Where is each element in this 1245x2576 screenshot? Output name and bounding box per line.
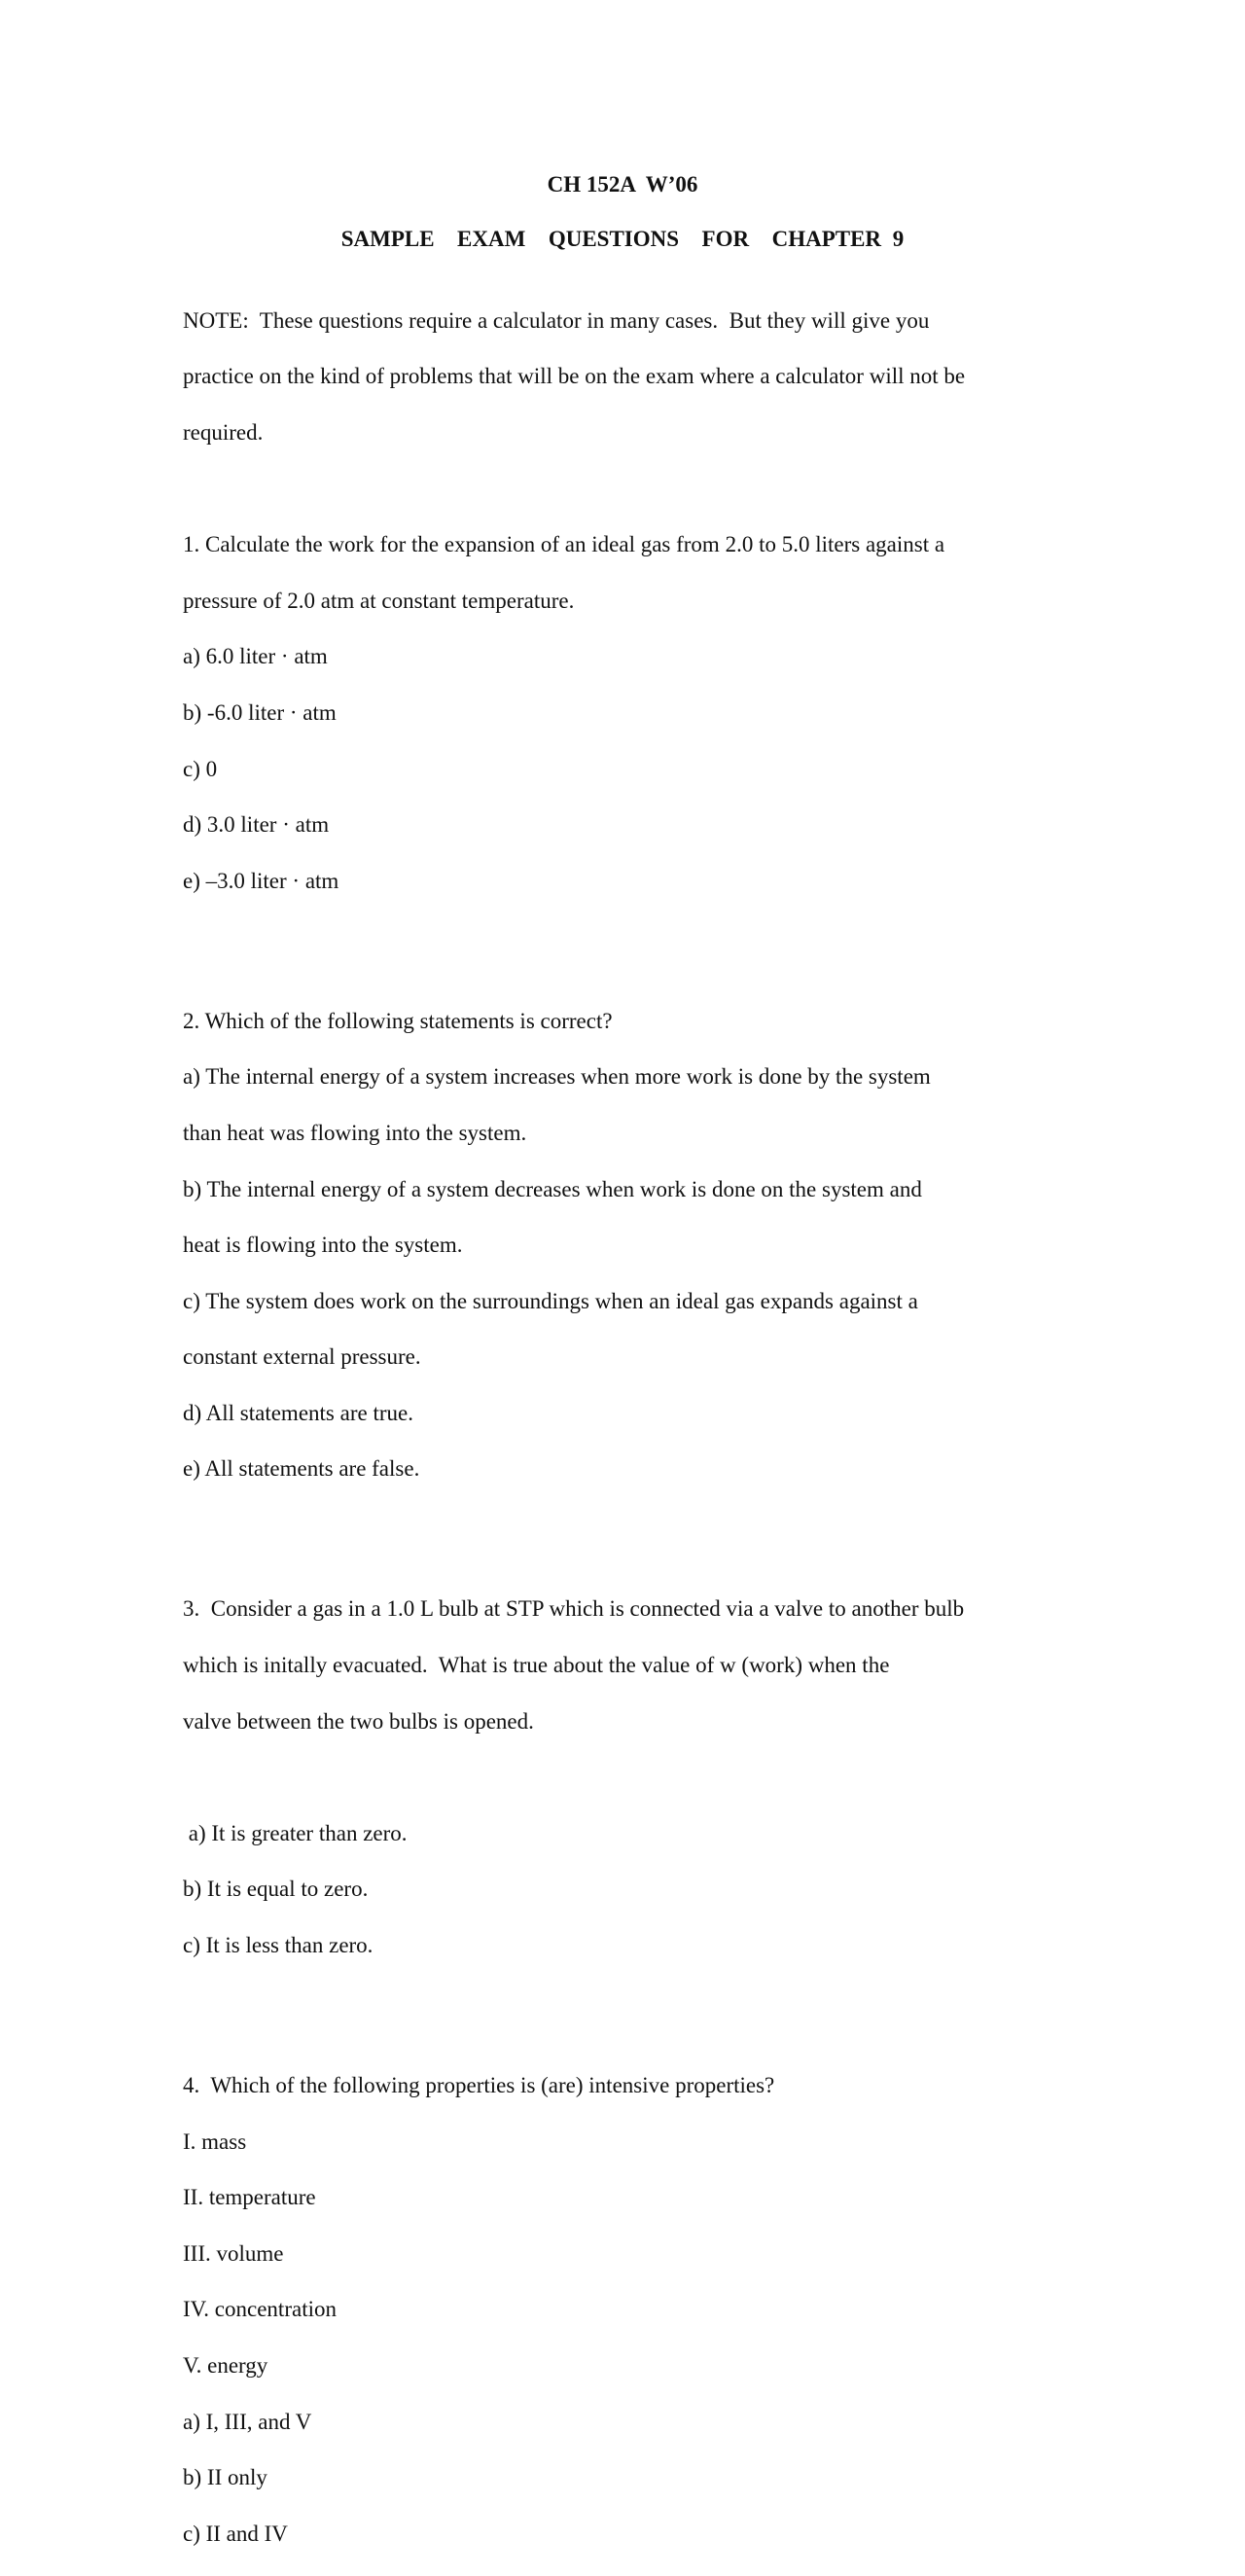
answer-option: c) It is less than zero. bbox=[183, 1933, 374, 1958]
note-line: NOTE: These questions require a calculator in many cases. But they will give you bbox=[183, 307, 930, 333]
question-text: 3. Consider a gas in a 1.0 L bulb at STP which is connected via a valve to another bulb bbox=[183, 1596, 965, 1622]
answer-option: b) It is equal to zero. bbox=[183, 1877, 369, 1902]
answer-option: a) I, III, and V bbox=[183, 2409, 312, 2434]
question-text: 4. Which of the following properties is (are) intensive properties? bbox=[183, 2073, 775, 2097]
question-3 bbox=[183, 1568, 1058, 1988]
note-line: required. bbox=[183, 419, 264, 445]
answer-option: a) 6.0 liter · atm bbox=[183, 644, 328, 669]
document-title: SAMPLE EXAM QUESTIONS FOR CHAPTER 9 bbox=[340, 227, 905, 251]
answer-option: constant external pressure. bbox=[183, 1344, 421, 1370]
note-paragraph bbox=[183, 279, 1058, 476]
answer-option: e) –3.0 liter · atm bbox=[183, 868, 339, 893]
question-text: 1. Calculate the work for the expansion of an ideal gas from 2.0 to 5.0 liters against a bbox=[183, 532, 945, 557]
answer-option: b) -6.0 liter · atm bbox=[183, 699, 337, 725]
question-text: valve between the two bulbs is opened. bbox=[183, 1708, 534, 1734]
document-body bbox=[183, 279, 1058, 2576]
answer-option: c) II and IV bbox=[183, 2521, 288, 2546]
property-item: III. volume bbox=[183, 2240, 284, 2266]
course-code: CH 152A W’06 bbox=[547, 172, 698, 197]
question-text: which is initally evacuated. What is true about the value of w (work) when the bbox=[183, 1653, 890, 1678]
question-text: 2. Which of the following statements is correct? bbox=[183, 1008, 613, 1033]
answer-option: a) It is greater than zero. bbox=[183, 1820, 408, 1845]
property-item: II. temperature bbox=[183, 2185, 316, 2210]
answer-option: than heat was flowing into the system. bbox=[183, 1120, 527, 1145]
answer-option: d) All statements are true. bbox=[183, 1400, 413, 1425]
question-text: pressure of 2.0 atm at constant temperature. bbox=[183, 588, 575, 613]
answer-option: a) The internal energy of a system increases when more work is done by the system bbox=[183, 1064, 931, 1090]
answer-option: d) 3.0 liter · atm bbox=[183, 812, 330, 838]
property-item: V. energy bbox=[183, 2352, 268, 2378]
answer-option: c) The system does work on the surroundings when an ideal gas expands against a bbox=[183, 1288, 918, 1313]
answer-option: b) II only bbox=[183, 2465, 267, 2490]
question-4 bbox=[183, 2044, 1058, 2576]
answer-option: heat is flowing into the system. bbox=[183, 1233, 463, 1258]
answer-option: b) The internal energy of a system decreases when work is done on the system and bbox=[183, 1176, 922, 1201]
answer-option: c) 0 bbox=[183, 756, 218, 781]
answer-option: e) All statements are false. bbox=[183, 1456, 420, 1482]
question-1 bbox=[183, 503, 1058, 923]
question-2 bbox=[183, 980, 1058, 1512]
property-item: IV. concentration bbox=[183, 2297, 337, 2322]
property-item: I. mass bbox=[183, 2129, 247, 2154]
note-line: practice on the kind of problems that will be on the exam where a calculator will not be bbox=[183, 364, 966, 389]
